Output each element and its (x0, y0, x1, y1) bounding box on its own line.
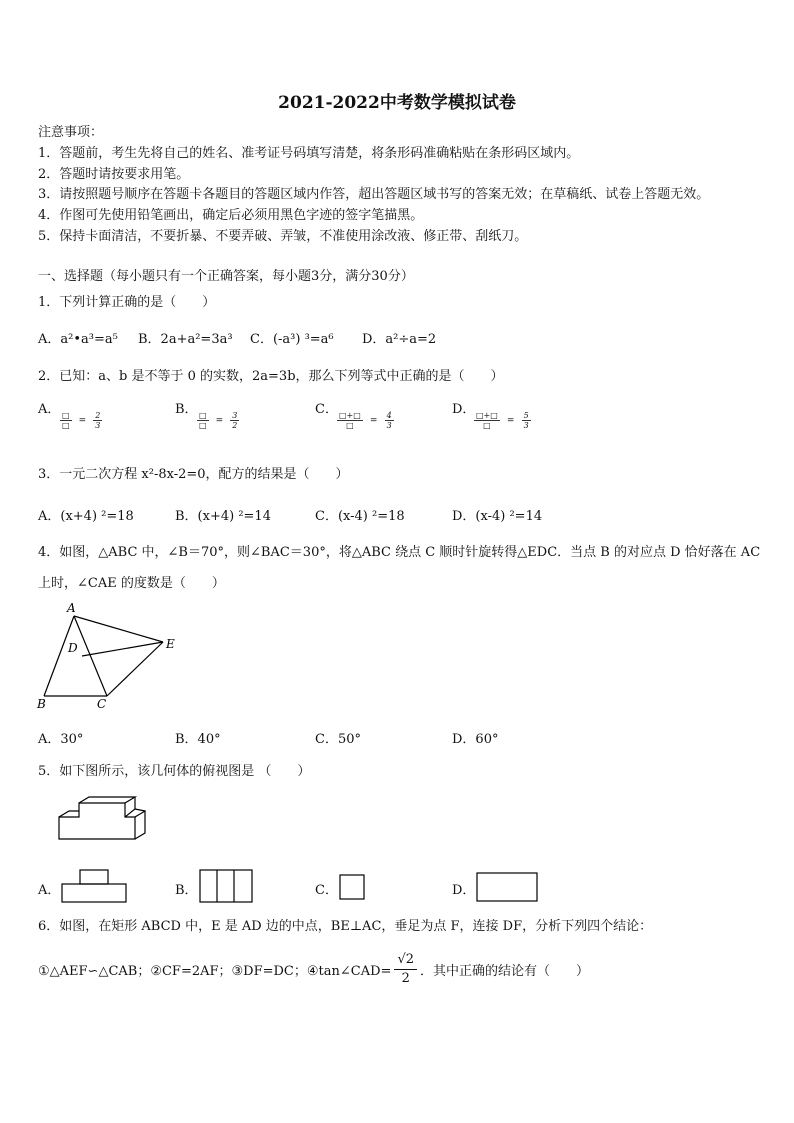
solid-3d-figure (55, 795, 155, 847)
q2-option-b-letter: B． (175, 402, 198, 417)
question-6-conclusions (38, 951, 589, 988)
q2-option-a-formula (60, 410, 102, 430)
q6-frac-denominator: 2 (401, 971, 410, 986)
q3-option-b: B．(x+4) ²=14 (175, 509, 271, 524)
q2-c-numerator: □+□ (339, 411, 361, 420)
note-item: 3．请按照题号顺序在答题卡各题目的答题区域内作答，超出答题区域书写的答案无效；在草稿纸、试卷上答题无效。 (38, 187, 710, 202)
q4-option-a: A．30° (38, 732, 84, 747)
label-e: E (166, 637, 175, 651)
q2-c-value-den: 3 (386, 421, 392, 430)
q5-option-b-letter: B． (175, 883, 198, 898)
q6-tail-text: ．其中正确的结论有（ ） (420, 964, 590, 979)
q2-option-d-letter: D． (452, 402, 476, 417)
q2-b-numerator: □ (199, 411, 207, 420)
q1-option-c: C．(-a³) ³=a⁶ (250, 332, 334, 347)
q2-option-a-letter: A． (38, 402, 61, 417)
note-item: 4．作图可先使用铅笔画出，确定后必须用黑色字迹的签字笔描黑。 (38, 208, 424, 223)
q2-b-denominator: □ (199, 421, 207, 430)
q3-option-a: A．(x+4) ²=18 (38, 509, 134, 524)
q2-b-value-den: 2 (232, 421, 238, 430)
q2-a-value-den: 3 (95, 421, 101, 430)
q5-option-a-letter: A． (38, 883, 61, 898)
q2-option-d-formula (474, 410, 531, 430)
equals-sign: = (506, 415, 515, 426)
equals-sign: = (215, 415, 224, 426)
q5-option-d-letter: D． (452, 883, 476, 898)
q2-a-numerator: □ (62, 411, 70, 420)
question-4-stem-line2: 上时，∠CAE 的度数是（ ） (38, 576, 225, 591)
note-item: 1．答题前，考生先将自己的姓名、准考证号码填写清楚，将条形码准确粘贴在条形码区域内。 (38, 146, 580, 161)
label-c: C (97, 697, 107, 711)
q5-option-d-shape (475, 871, 539, 903)
note-item: 5．保持卡面清洁，不要折暴、不要弄破、弄皱，不准使用涂改液、修正带、刮纸刀。 (38, 229, 528, 244)
q5-option-a-shape (60, 868, 130, 904)
q3-option-d: D．(x-4) ²=14 (452, 509, 543, 524)
triangle-rotation-figure (30, 598, 190, 716)
section-heading: 一、选择题（每小题只有一个正确答案，每小题3分，满分30分） (38, 269, 414, 284)
q2-d-denominator: □ (483, 421, 491, 430)
label-a: A (67, 601, 76, 615)
label-b: B (37, 697, 46, 711)
q2-a-value-num: 2 (95, 411, 101, 420)
q6-frac-numerator: √2 (394, 951, 417, 970)
page-title: 2021-2022中考数学模拟试卷 (278, 93, 516, 113)
equals-sign: = (78, 415, 87, 426)
question-2-stem: 2．已知：a、b 是不等于 0 的实数，2a=3b，那么下列等式中正确的是（ ） (38, 369, 504, 384)
q1-option-b: B．2a+a²=3a³ (138, 332, 233, 347)
q2-c-denominator: □ (346, 421, 354, 430)
q2-c-value-num: 4 (386, 411, 392, 420)
q2-d-value-den: 3 (523, 421, 529, 430)
q4-option-c: C．50° (315, 732, 361, 747)
q4-option-d: D．60° (452, 732, 499, 747)
q2-d-numerator: □+□ (476, 411, 498, 420)
label-d: D (68, 641, 78, 655)
q5-option-c-letter: C． (315, 883, 338, 898)
q2-a-denominator: □ (62, 421, 70, 430)
q2-option-c-formula (337, 410, 394, 430)
q4-option-b: B．40° (175, 732, 221, 747)
q5-option-b-shape (198, 868, 254, 904)
equals-sign: = (369, 415, 378, 426)
question-4-stem-line1: 4．如图，△ABC 中，∠B＝70°，则∠BAC＝30°，将△ABC 绕点 C 顺时针旋转得△EDC．当点 B 的对应点 D 恰好落在 AC (38, 545, 761, 560)
q5-option-c-shape (338, 873, 366, 901)
question-3-stem: 3．一元二次方程 x²-8x-2=0，配方的结果是（ ） (38, 467, 349, 482)
q2-option-b-formula (197, 410, 239, 430)
q1-option-d: D．a²÷a=2 (362, 332, 437, 347)
q2-d-value-num: 5 (523, 411, 529, 420)
q2-b-value-num: 3 (232, 411, 238, 420)
question-6-stem: 6．如图，在矩形 ABCD 中，E 是 AD 边的中点，BE⊥AC，垂足为点 F，连接 DF，分析下列四个结论： (38, 919, 653, 934)
q6-conclusions-text: ①△AEF∽△CAB；②CF=2AF；③DF=DC；④tan∠CAD= (38, 964, 392, 979)
question-1-stem: 1．下列计算正确的是（ ） (38, 295, 216, 310)
q1-option-a: A．a²•a³=a⁵ (38, 332, 118, 347)
q6-fraction (394, 951, 417, 988)
q3-option-c: C．(x-4) ²=18 (315, 509, 405, 524)
note-item: 2．答题时请按要求用笔。 (38, 167, 190, 182)
question-5-stem: 5．如下图所示，该几何体的俯视图是 （ ） (38, 764, 311, 779)
q2-option-c-letter: C． (315, 402, 338, 417)
notes-heading: 注意事项： (38, 125, 104, 140)
